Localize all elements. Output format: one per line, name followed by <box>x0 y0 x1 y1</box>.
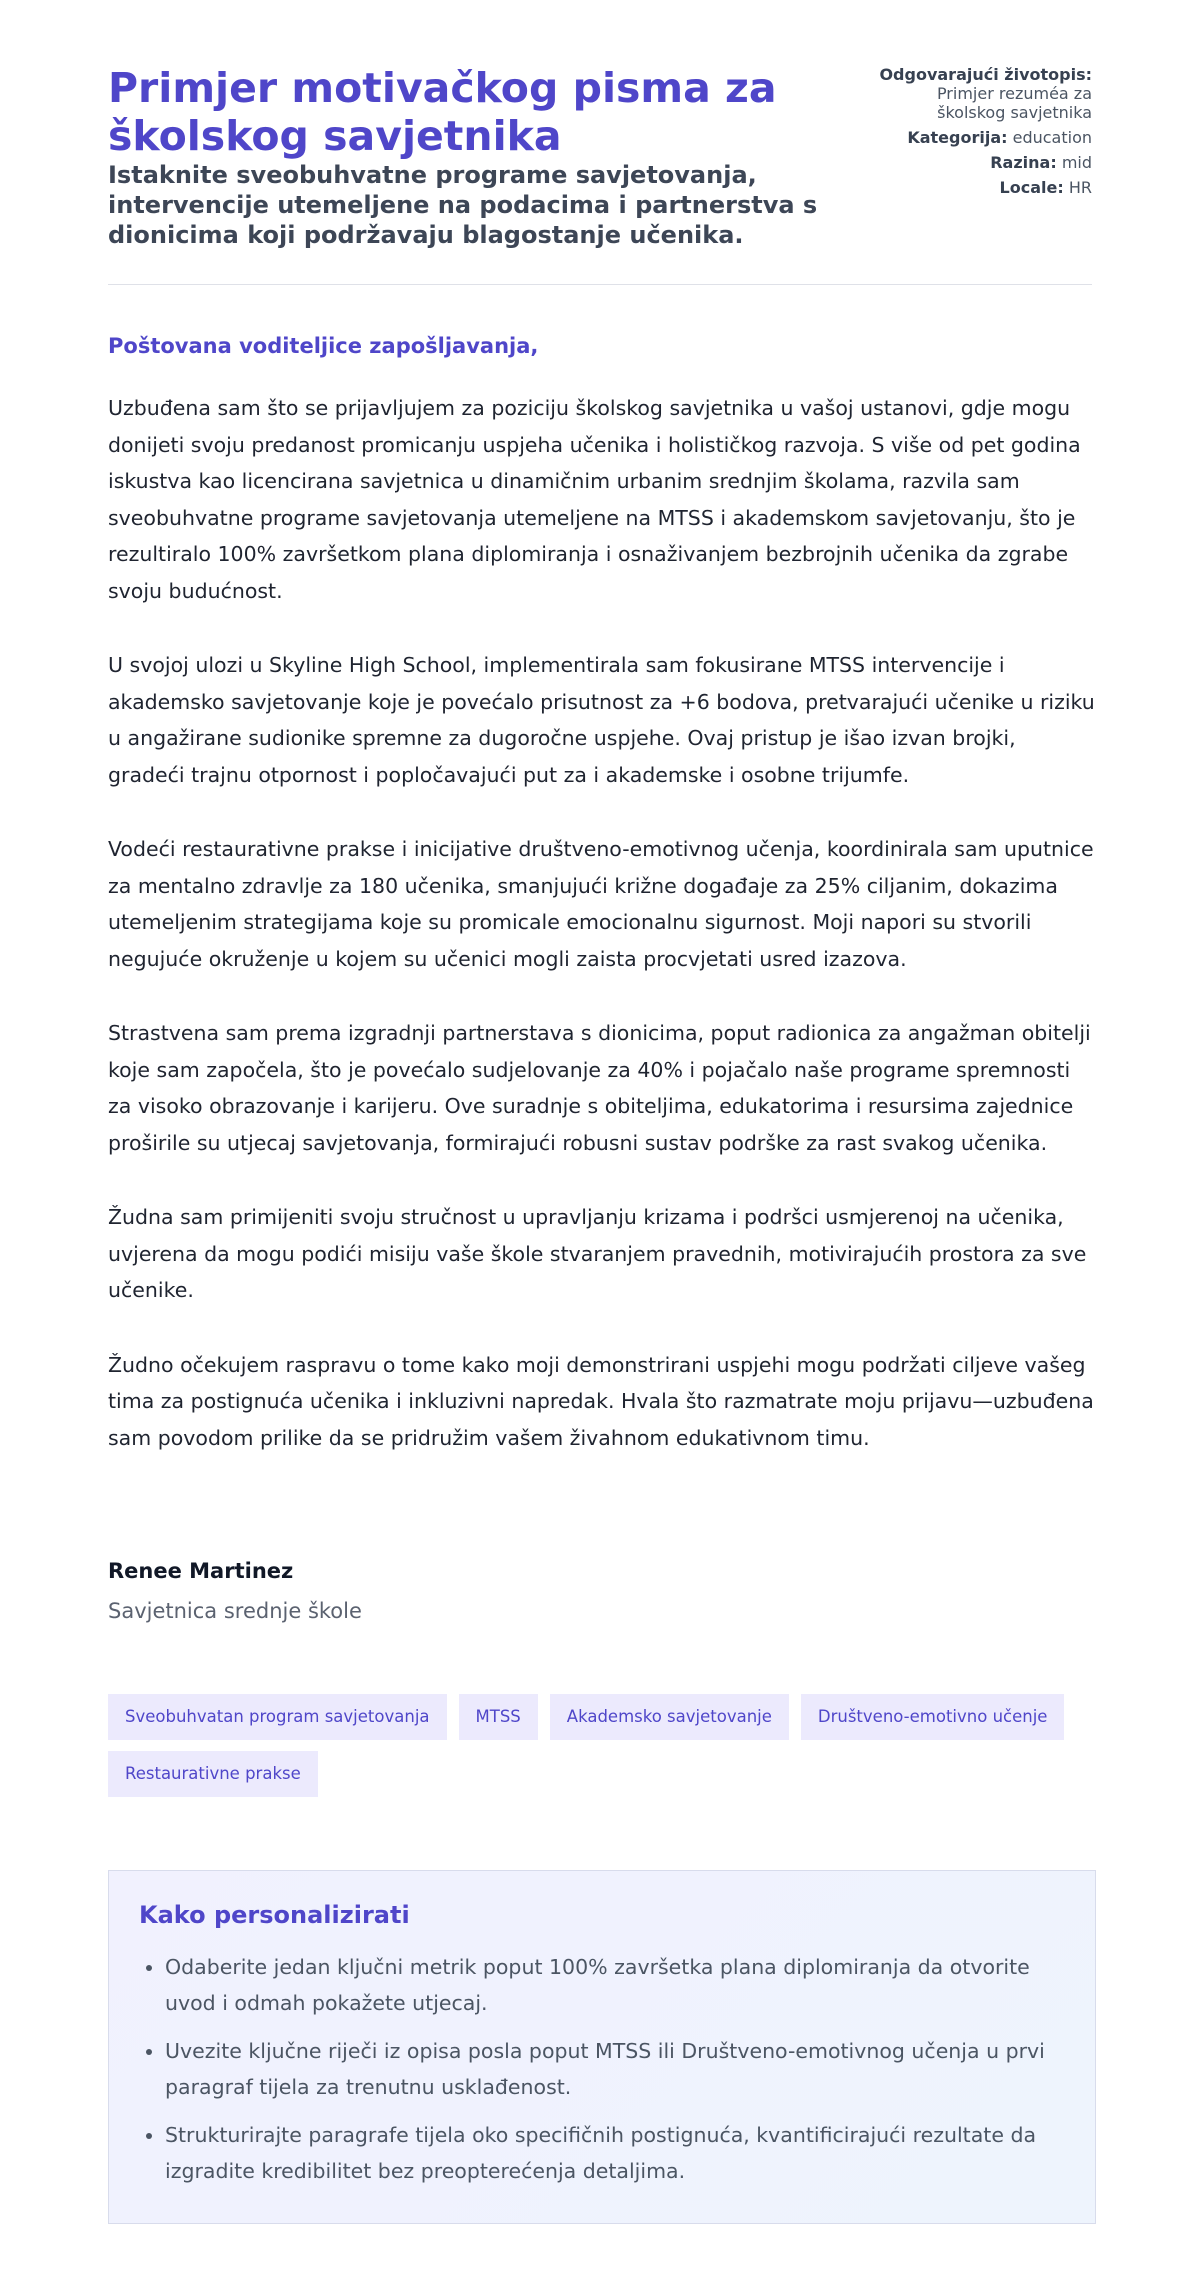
meta-value: education <box>1012 128 1092 147</box>
meta-value: HR <box>1068 178 1092 197</box>
signature-title: Savjetnica srednje škole <box>108 1599 362 1623</box>
letter-paragraph: U svojoj ulozi u Skyline High School, implementirala sam fokusirane MTSS intervencije i akademsko savjetovanje koje je povećalo prisutnost za +6 bodova, pretvarajući učenike u riziku u angažirane sudionike spremne za dugoročne uspjehe. Ovaj pristup je išao izvan brojki, gradeći trajnu otpornost i popločavajući put za i akademske i osobne trijumfe. <box>108 653 1095 787</box>
meta-matching-resume <box>876 65 1092 122</box>
letter-paragraph: Strastvena sam prema izgradnji partnerstava s dionicima, poput radionica za angažman obitelji koje sam započela, što je povećalo sudjelovanje za 40% i pojačalo naše programe spremnosti za visoko obrazovanje i karijeru. Ove suradnje s obiteljima, edukatorima i resursima zajednice proširile su utjecaj savjetovanja, formirajući robusni sustav podrške za rast svakog učenika. <box>108 1021 1091 1155</box>
meta-locale <box>876 178 1092 197</box>
skill-tag: Sveobuhvatan program savjetovanja <box>108 1694 447 1740</box>
meta-label: Locale: <box>999 178 1064 197</box>
tips-item: • Strukturirajte paragrafe tijela oko specifičnih postignuća, kvantificirajući rezultate da izgradite kredibilitet bez preopterećenja detaljima. <box>165 2117 1065 2189</box>
skill-tag: Restaurativne prakse <box>108 1751 318 1797</box>
skill-tag: MTSS <box>459 1694 538 1740</box>
meta-value: mid <box>1061 153 1092 172</box>
meta-label: Kategorija: <box>907 128 1008 147</box>
skill-tags <box>108 1694 1108 1797</box>
meta-value-link[interactable]: Primjer rezuméa za školskog savjetnika <box>936 84 1092 122</box>
tips-item: • Odaberite jedan ključni metrik poput 100% završetka plana diplomiranja da otvorite uvod i odmah pokažete utjecaj. <box>165 1949 1065 2021</box>
letter-body <box>108 390 1098 1494</box>
skill-tag: Društveno-emotivno učenje <box>801 1694 1065 1740</box>
letter-signature <box>108 1557 362 1625</box>
letter-paragraph: Vodeći restaurativne prakse i inicijative društveno-emotivnog učenja, koordinirala sam uputnice za mentalno zdravlje za 180 učenika, smanjujući križne događaje za 25% ciljanim, dokazima utemeljenim strategijama koje su promicale emocionalnu sigurnost. Moji napori su stvorili negujuće okruženje u kojem su učenici mogli zaista procvjetati usred izazova. <box>108 837 1094 971</box>
letter-paragraph: Uzbuđena sam što se prijavljujem za poziciju školskog savjetnika u vašoj ustanovi, gdje mogu donijeti svoju predanost promicanju uspjeha učenika i holističkog razvoja. S više od pet godina iskustva kao licencirana savjetnica u dinamičnim urbanim srednjim školama, razvila sam sveobuhvatne programe savjetovanja utemeljene na MTSS i akademskom savjetovanju, što je rezultiralo 100% završetkom plana diplomiranja i osnaživanjem bezbrojnih učenika da zgrabe svoju budućnost. <box>108 396 1081 603</box>
meta-category <box>876 128 1092 147</box>
letter-paragraph: Žudna sam primijeniti svoju stručnost u upravljanju krizama i podršci usmjerenoj na učenika, uvjerena da mogu podići misiju vaše škole stvaranjem pravednih, motivirajućih prostora za sve učenike. <box>108 1205 1087 1302</box>
page-header <box>108 64 1092 285</box>
meta-label: Razina: <box>990 153 1057 172</box>
meta-level <box>876 153 1092 172</box>
page-title: Primjer motivačkog pisma za školskog savjetnika <box>108 64 777 160</box>
page-subtitle: Istaknite sveobuhvatne programe savjetovanja, intervencije utemeljene na podacima i partnerstva s dionicima koji podržavaju blagostanje učenika. <box>108 161 818 249</box>
meta-label: Odgovarajući životopis: <box>879 65 1092 84</box>
meta-panel <box>876 65 1092 203</box>
skill-tag: Akademsko savjetovanje <box>550 1694 789 1740</box>
personalization-tips <box>108 1870 1096 2224</box>
letter-greeting: Poštovana voditeljice zapošljavanja, <box>108 334 539 358</box>
tips-item: • Uvezite ključne riječi iz opisa posla poput MTSS ili Društveno-emotivnog učenja u prvi paragraf tijela za trenutnu usklađenost. <box>165 2033 1065 2105</box>
tips-list <box>139 1949 1065 2189</box>
letter-paragraph: Žudno očekujem raspravu o tome kako moji demonstrirani uspjehi mogu podržati ciljeve vašeg tima za postignuća učenika i inkluzivni napredak. Hvala što razmatrate moju prijavu—uzbuđena sam povodom prilike da se pridružim vašem živahnom edukativnom timu. <box>108 1352 1094 1450</box>
signature-name: Renee Martinez <box>108 1559 294 1583</box>
tips-title: Kako personalizirati <box>139 1901 410 1929</box>
